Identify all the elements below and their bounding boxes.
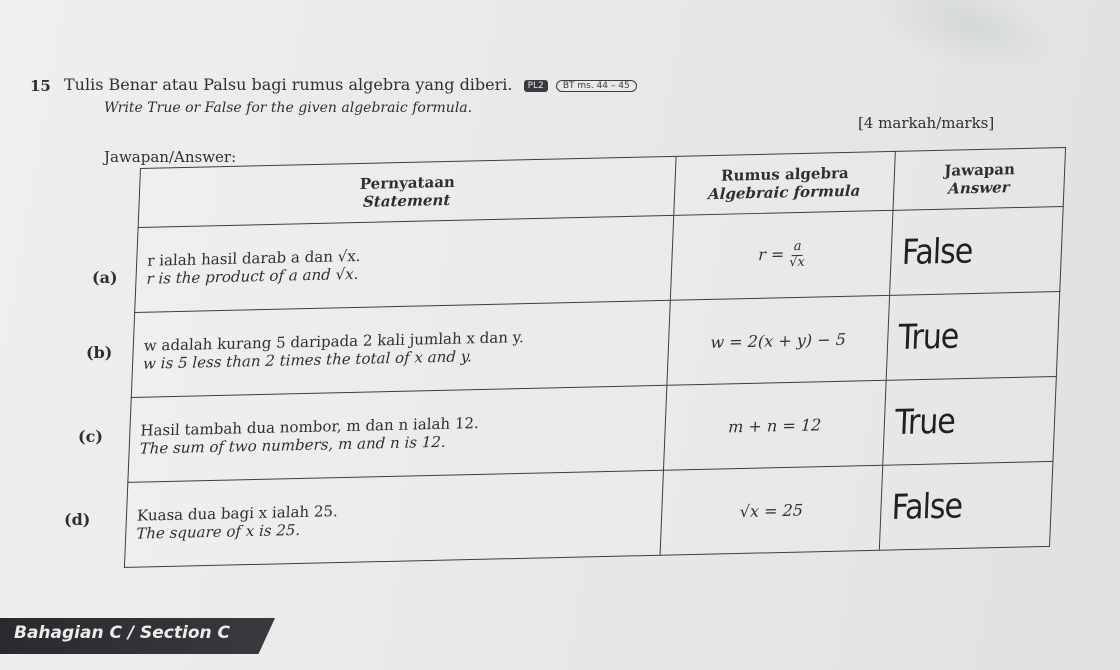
statement-cell <box>128 385 667 482</box>
reference-tag: BT ms. 44 – 45 <box>556 80 637 92</box>
header-answer <box>893 148 1065 211</box>
answer-label: Jawapan/Answer: <box>104 148 237 166</box>
answer-cell <box>879 461 1052 550</box>
header-answer-ms: Jawapan <box>944 160 1016 180</box>
statement-en: The sum of two numbers, m and n is 12. <box>139 432 447 458</box>
statement-en: The square of x is 25. <box>135 520 301 543</box>
row-label-a: (a) <box>92 268 118 287</box>
answer-cell <box>890 207 1063 296</box>
handwritten-answer: False <box>901 230 974 273</box>
statement-ms: w adalah kurang 5 daripada 2 kali jumlah x dan y. <box>143 328 525 355</box>
answer-table-wrapper <box>124 147 1081 568</box>
header-answer-en: Answer <box>947 178 1011 198</box>
question-number: 15 <box>30 77 51 95</box>
formula-denominator: √x <box>788 254 806 270</box>
statement-ms: Kuasa dua bagi x ialah 25. <box>136 502 339 525</box>
formula-numerator: a <box>791 240 803 256</box>
formula-cell: w = 2(x + y) − 5 <box>667 295 890 385</box>
header-statement-ms: Pernyataan <box>359 172 456 193</box>
question-english: Write True or False for the given algebraic formula. <box>104 100 473 116</box>
row-label-c: (c) <box>78 427 103 446</box>
answer-cell <box>883 376 1056 465</box>
handwritten-answer: True <box>894 401 956 443</box>
header-formula-en: Algebraic formula <box>707 181 861 204</box>
header-statement-en: Statement <box>362 190 451 211</box>
marks-label: [4 markah/marks] <box>858 114 995 132</box>
formula-cell: m + n = 12 <box>663 380 886 470</box>
code-tag: PL2 <box>524 80 548 92</box>
statement-cell <box>124 470 663 567</box>
statement-cell <box>131 300 670 397</box>
answer-cell <box>886 291 1059 380</box>
handwritten-answer: True <box>897 316 960 358</box>
statement-cell <box>135 215 674 312</box>
statement-ms: Hasil tambah dua nombor, m dan n ialah 12. <box>140 414 480 440</box>
row-label-d: (d) <box>64 510 91 529</box>
statement-ms: r ialah hasil darab a dan √x. <box>146 246 361 270</box>
handwritten-answer: False <box>890 485 963 528</box>
question-malay-text: Tulis Benar atau Palsu bagi rumus algebra yang diberi. <box>64 75 513 94</box>
header-formula-ms: Rumus algebra <box>720 163 850 185</box>
formula-cell: √x = 25 <box>660 465 883 555</box>
section-title: Bahagian C / Section C <box>14 623 230 643</box>
formula-fraction <box>789 240 806 270</box>
formula-lhs: r = <box>757 244 785 265</box>
statement-en: r is the product of a and √x. <box>146 264 359 288</box>
row-label-b: (b) <box>86 343 113 362</box>
answer-table <box>124 147 1066 568</box>
statement-en: w is 5 less than 2 times the total of x and y. <box>142 347 473 373</box>
question-malay <box>64 75 637 94</box>
formula-cell <box>670 210 893 300</box>
header-formula <box>674 151 896 215</box>
